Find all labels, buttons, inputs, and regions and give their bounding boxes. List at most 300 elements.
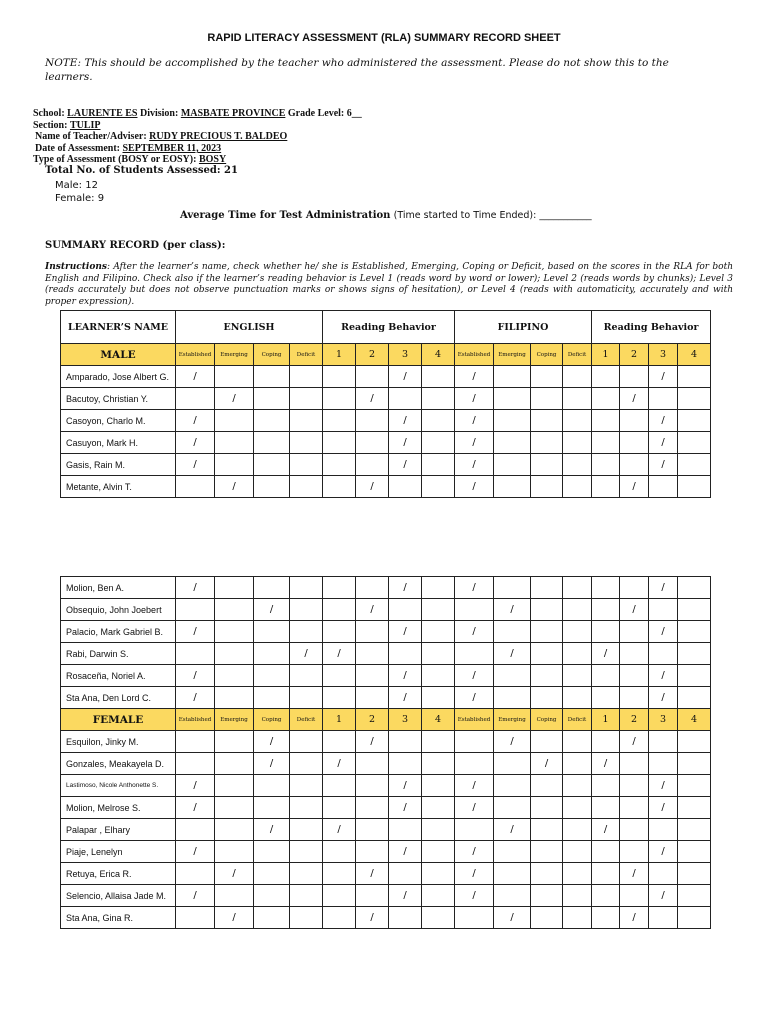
english-rb-check-mark: / xyxy=(389,775,422,797)
english-rb-cell xyxy=(356,819,389,841)
male-section-label: MALE xyxy=(61,344,176,366)
date-value: SEPTEMBER 11, 2023 xyxy=(122,143,222,154)
filipino-cell xyxy=(455,753,494,775)
english-col-header: Coping xyxy=(254,709,290,731)
english-cell xyxy=(254,577,290,599)
english-rb-cell xyxy=(323,731,356,753)
filipino-rb-cell xyxy=(620,797,649,819)
filipino-check-mark: / xyxy=(494,819,531,841)
english-reading-behavior-header: Reading Behavior xyxy=(323,311,455,344)
english-check-mark: / xyxy=(254,731,290,753)
filipino-rb-cell xyxy=(620,410,649,432)
teacher-label: Name of Teacher/Adviser: xyxy=(35,131,147,142)
filipino-rb-cell xyxy=(678,432,711,454)
filipino-cell xyxy=(494,410,531,432)
english-rb-cell xyxy=(323,577,356,599)
filipino-cell xyxy=(531,687,563,709)
grade-label: Grade Level: xyxy=(287,108,345,119)
table-row xyxy=(61,665,711,687)
english-rb-cell xyxy=(323,621,356,643)
filipino-cell xyxy=(494,577,531,599)
filipino-rb-cell xyxy=(620,665,649,687)
english-cell xyxy=(290,388,323,410)
english-cell xyxy=(254,388,290,410)
english-cell xyxy=(254,841,290,863)
filipino-cell xyxy=(531,863,563,885)
filipino-cell xyxy=(494,841,531,863)
filipino-check-mark: / xyxy=(455,775,494,797)
filipino-rb-cell xyxy=(592,665,620,687)
filipino-rb-cell xyxy=(620,577,649,599)
filipino-reading-behavior-header: Reading Behavior xyxy=(592,311,711,344)
teacher-note: NOTE: This should be accomplished by the teacher who administered the assessment. Please do not show this to the learners. xyxy=(45,57,669,83)
english-col-header: Emerging xyxy=(215,344,254,366)
filipino-rb-check-mark: / xyxy=(649,687,678,709)
learner-name: Gasis, Rain M. xyxy=(61,454,176,476)
teacher-value: RUDY PRECIOUS T. BALDEO xyxy=(149,131,288,142)
english-rb-col-header: 1 xyxy=(323,344,356,366)
english-cell xyxy=(254,643,290,665)
table-row xyxy=(61,432,711,454)
filipino-rb-check-mark: / xyxy=(649,577,678,599)
filipino-cell xyxy=(563,797,592,819)
filipino-col-header: Established xyxy=(455,344,494,366)
english-cell xyxy=(215,665,254,687)
filipino-cell xyxy=(563,885,592,907)
english-cell xyxy=(254,665,290,687)
english-rb-cell xyxy=(422,863,455,885)
learner-name: Selencio, Allaisa Jade M. xyxy=(61,885,176,907)
english-cell xyxy=(176,907,215,929)
filipino-rb-cell xyxy=(620,687,649,709)
english-rb-col-header: 3 xyxy=(389,709,422,731)
filipino-rb-col-header: 2 xyxy=(620,709,649,731)
english-rb-check-mark: / xyxy=(356,907,389,929)
english-cell xyxy=(254,863,290,885)
table-row xyxy=(61,388,711,410)
filipino-check-mark: / xyxy=(455,577,494,599)
filipino-cell xyxy=(563,366,592,388)
learner-name: Sta Ana, Gina R. xyxy=(61,907,176,929)
filipino-col-header: Deficit xyxy=(563,709,592,731)
english-rb-cell xyxy=(422,410,455,432)
english-cell xyxy=(254,907,290,929)
english-rb-cell xyxy=(323,366,356,388)
filipino-rb-col-header: 4 xyxy=(678,344,711,366)
english-rb-check-mark: / xyxy=(356,599,389,621)
english-rb-cell xyxy=(323,410,356,432)
filipino-rb-cell xyxy=(649,643,678,665)
section-label: Section: xyxy=(33,120,68,131)
english-rb-cell xyxy=(323,797,356,819)
english-rb-cell xyxy=(422,907,455,929)
english-check-mark: / xyxy=(290,643,323,665)
table-row xyxy=(61,819,711,841)
filipino-rb-col-header: 1 xyxy=(592,344,620,366)
english-cell xyxy=(215,643,254,665)
filipino-col-header: Established xyxy=(455,709,494,731)
filipino-check-mark: / xyxy=(494,907,531,929)
english-col-header: Established xyxy=(176,344,215,366)
learner-name: Molion, Melrose S. xyxy=(61,797,176,819)
type-label: Type of Assessment (BOSY or EOSY): xyxy=(33,154,197,165)
grade-value: 6__ xyxy=(346,108,362,119)
english-check-mark: / xyxy=(176,577,215,599)
english-rb-check-mark: / xyxy=(389,410,422,432)
table-row xyxy=(61,643,711,665)
english-rb-cell xyxy=(356,885,389,907)
english-rb-check-mark: / xyxy=(356,388,389,410)
english-rb-check-mark: / xyxy=(356,476,389,498)
filipino-rb-cell xyxy=(592,388,620,410)
filipino-cell xyxy=(455,731,494,753)
filipino-cell xyxy=(563,621,592,643)
filipino-check-mark: / xyxy=(455,665,494,687)
english-rb-cell xyxy=(356,577,389,599)
filipino-rb-cell xyxy=(649,388,678,410)
filipino-rb-check-mark: / xyxy=(620,863,649,885)
filipino-rb-cell xyxy=(592,841,620,863)
english-rb-cell xyxy=(389,731,422,753)
filipino-rb-cell xyxy=(620,454,649,476)
table-header-row xyxy=(61,311,711,344)
filipino-cell xyxy=(563,599,592,621)
filipino-rb-cell xyxy=(592,476,620,498)
filipino-rb-check-mark: / xyxy=(649,841,678,863)
filipino-cell xyxy=(531,643,563,665)
table-row xyxy=(61,841,711,863)
english-rb-check-mark: / xyxy=(389,621,422,643)
filipino-rb-check-mark: / xyxy=(620,599,649,621)
filipino-rb-check-mark: / xyxy=(592,819,620,841)
english-rb-cell xyxy=(323,476,356,498)
male-count: Male: 12 xyxy=(55,180,98,191)
filipino-col-header: Emerging xyxy=(494,344,531,366)
english-rb-cell xyxy=(323,841,356,863)
english-cell xyxy=(290,454,323,476)
learner-name: Sta Ana, Den Lord C. xyxy=(61,687,176,709)
filipino-rb-check-mark: / xyxy=(649,366,678,388)
english-rb-cell xyxy=(422,687,455,709)
filipino-rb-cell xyxy=(592,885,620,907)
filipino-cell xyxy=(494,665,531,687)
english-header: ENGLISH xyxy=(176,311,323,344)
english-cell xyxy=(290,577,323,599)
female-subheader-row xyxy=(61,709,711,731)
english-check-mark: / xyxy=(176,885,215,907)
filipino-check-mark: / xyxy=(455,454,494,476)
filipino-check-mark: / xyxy=(455,841,494,863)
filipino-cell xyxy=(563,410,592,432)
filipino-rb-cell xyxy=(678,621,711,643)
english-rb-cell xyxy=(323,599,356,621)
english-cell xyxy=(290,819,323,841)
english-rb-cell xyxy=(422,665,455,687)
english-col-header: Deficit xyxy=(290,709,323,731)
female-section-label: FEMALE xyxy=(61,709,176,731)
english-check-mark: / xyxy=(215,476,254,498)
learner-name: Lastimoso, Nicole Anthonette S. xyxy=(61,775,176,797)
filipino-rb-cell xyxy=(678,388,711,410)
english-rb-col-header: 4 xyxy=(422,709,455,731)
english-cell xyxy=(254,476,290,498)
filipino-cell xyxy=(531,577,563,599)
filipino-cell xyxy=(531,731,563,753)
filipino-rb-cell xyxy=(620,753,649,775)
english-cell xyxy=(176,388,215,410)
filipino-check-mark: / xyxy=(494,599,531,621)
filipino-rb-cell xyxy=(649,819,678,841)
english-check-mark: / xyxy=(215,863,254,885)
filipino-cell xyxy=(455,907,494,929)
filipino-cell xyxy=(531,432,563,454)
filipino-cell xyxy=(531,388,563,410)
page-title: RAPID LITERACY ASSESSMENT (RLA) SUMMARY RECORD SHEET xyxy=(207,32,561,44)
english-cell xyxy=(215,687,254,709)
learner-name: Rabi, Darwin S. xyxy=(61,643,176,665)
english-cell xyxy=(215,753,254,775)
school-label: School: xyxy=(33,108,65,119)
english-cell xyxy=(290,410,323,432)
english-rb-cell xyxy=(356,621,389,643)
english-col-header: Established xyxy=(176,709,215,731)
english-cell xyxy=(290,476,323,498)
filipino-rb-check-mark: / xyxy=(649,885,678,907)
type-value: BOSY xyxy=(198,154,227,165)
english-rb-cell xyxy=(422,432,455,454)
english-rb-cell xyxy=(356,454,389,476)
filipino-rb-cell xyxy=(592,775,620,797)
table-row xyxy=(61,775,711,797)
filipino-cell xyxy=(563,476,592,498)
learner-name: Piaje, Lenelyn xyxy=(61,841,176,863)
filipino-cell xyxy=(494,366,531,388)
filipino-cell xyxy=(531,841,563,863)
english-rb-cell xyxy=(422,885,455,907)
english-rb-check-mark: / xyxy=(389,577,422,599)
learner-name: Palacio, Mark Gabriel B. xyxy=(61,621,176,643)
english-check-mark: / xyxy=(254,753,290,775)
english-check-mark: / xyxy=(176,841,215,863)
english-rb-check-mark: / xyxy=(323,819,356,841)
date-label: Date of Assessment: xyxy=(35,143,120,154)
summary-heading: SUMMARY RECORD (per class): xyxy=(45,240,226,251)
filipino-cell xyxy=(531,599,563,621)
table-row xyxy=(61,577,711,599)
learner-name: Rosaceña, Noriel A. xyxy=(61,665,176,687)
english-col-header: Deficit xyxy=(290,344,323,366)
average-time-field: (Time started to Time Ended): ___________ xyxy=(393,210,592,221)
english-rb-cell xyxy=(389,388,422,410)
english-rb-col-header: 3 xyxy=(389,344,422,366)
filipino-rb-col-header: 2 xyxy=(620,344,649,366)
filipino-rb-cell xyxy=(592,621,620,643)
filipino-col-header: Emerging xyxy=(494,709,531,731)
english-rb-cell xyxy=(356,366,389,388)
filipino-cell xyxy=(494,388,531,410)
filipino-cell xyxy=(563,753,592,775)
english-cell xyxy=(215,621,254,643)
english-rb-cell xyxy=(356,797,389,819)
filipino-rb-cell xyxy=(592,454,620,476)
filipino-rb-check-mark: / xyxy=(620,476,649,498)
filipino-cell xyxy=(563,643,592,665)
filipino-rb-cell xyxy=(592,432,620,454)
english-cell xyxy=(215,841,254,863)
average-time-line xyxy=(180,210,592,221)
filipino-check-mark: / xyxy=(455,388,494,410)
section-value: TULIP xyxy=(69,120,101,131)
english-rb-cell xyxy=(356,687,389,709)
filipino-col-header: Deficit xyxy=(563,344,592,366)
english-rb-cell xyxy=(356,775,389,797)
filipino-header: FILIPINO xyxy=(455,311,592,344)
filipino-rb-check-mark: / xyxy=(592,643,620,665)
english-cell xyxy=(215,731,254,753)
english-check-mark: / xyxy=(176,621,215,643)
filipino-rb-check-mark: / xyxy=(649,665,678,687)
english-rb-col-header: 1 xyxy=(323,709,356,731)
filipino-rb-check-mark: / xyxy=(649,797,678,819)
learner-name: Bacutoy, Christian Y. xyxy=(61,388,176,410)
total-students: Total No. of Students Assessed: 21 xyxy=(45,165,238,176)
filipino-rb-cell xyxy=(620,841,649,863)
english-cell xyxy=(215,775,254,797)
filipino-check-mark: / xyxy=(455,366,494,388)
english-check-mark: / xyxy=(176,775,215,797)
english-rb-cell xyxy=(389,753,422,775)
english-rb-cell xyxy=(422,841,455,863)
filipino-rb-cell xyxy=(620,432,649,454)
table-row xyxy=(61,687,711,709)
filipino-check-mark: / xyxy=(455,621,494,643)
teacher-info-line xyxy=(35,131,287,142)
male-subheader-row xyxy=(61,344,711,366)
filipino-rb-cell xyxy=(592,599,620,621)
filipino-cell xyxy=(531,410,563,432)
english-cell xyxy=(290,863,323,885)
english-cell xyxy=(176,753,215,775)
english-rb-col-header: 2 xyxy=(356,344,389,366)
english-rb-check-mark: / xyxy=(356,731,389,753)
filipino-rb-check-mark: / xyxy=(620,388,649,410)
english-cell xyxy=(215,797,254,819)
english-col-header: Emerging xyxy=(215,709,254,731)
filipino-cell xyxy=(563,454,592,476)
english-cell xyxy=(254,366,290,388)
instructions-label: Instructions xyxy=(45,262,107,272)
table-row xyxy=(61,599,711,621)
table-row xyxy=(61,907,711,929)
english-rb-cell xyxy=(323,454,356,476)
english-rb-cell xyxy=(323,432,356,454)
learner-name: Palapar , Elhary xyxy=(61,819,176,841)
filipino-rb-cell xyxy=(649,599,678,621)
filipino-cell xyxy=(563,863,592,885)
table-row xyxy=(61,753,711,775)
english-rb-cell xyxy=(356,665,389,687)
filipino-rb-check-mark: / xyxy=(620,907,649,929)
english-cell xyxy=(254,797,290,819)
filipino-check-mark: / xyxy=(455,797,494,819)
school-value: LAURENTE ES xyxy=(67,108,138,119)
english-cell xyxy=(176,819,215,841)
english-rb-cell xyxy=(356,643,389,665)
female-count: Female: 9 xyxy=(55,193,105,204)
english-rb-cell xyxy=(422,819,455,841)
learner-name: Gonzales, Meakayela D. xyxy=(61,753,176,775)
filipino-rb-cell xyxy=(678,687,711,709)
english-rb-cell xyxy=(422,366,455,388)
filipino-check-mark: / xyxy=(455,476,494,498)
filipino-rb-cell xyxy=(649,863,678,885)
english-check-mark: / xyxy=(176,366,215,388)
english-rb-cell xyxy=(422,797,455,819)
english-cell xyxy=(215,410,254,432)
average-time-label: Average Time for Test Administration xyxy=(180,210,391,221)
filipino-rb-cell xyxy=(678,797,711,819)
english-rb-cell xyxy=(356,432,389,454)
english-rb-cell xyxy=(422,731,455,753)
filipino-check-mark: / xyxy=(455,687,494,709)
filipino-cell xyxy=(563,577,592,599)
filipino-cell xyxy=(563,665,592,687)
english-rb-cell xyxy=(422,454,455,476)
learner-name: Retuya, Erica R. xyxy=(61,863,176,885)
english-rb-check-mark: / xyxy=(389,885,422,907)
filipino-cell xyxy=(531,775,563,797)
english-rb-check-mark: / xyxy=(323,643,356,665)
english-check-mark: / xyxy=(176,454,215,476)
english-rb-check-mark: / xyxy=(389,432,422,454)
filipino-rb-col-header: 1 xyxy=(592,709,620,731)
english-cell xyxy=(290,731,323,753)
filipino-check-mark: / xyxy=(455,432,494,454)
filipino-cell xyxy=(531,665,563,687)
filipino-col-header: Coping xyxy=(531,709,563,731)
english-cell xyxy=(176,731,215,753)
english-check-mark: / xyxy=(176,665,215,687)
english-check-mark: / xyxy=(176,432,215,454)
english-rb-cell xyxy=(389,907,422,929)
english-check-mark: / xyxy=(254,599,290,621)
filipino-cell xyxy=(494,863,531,885)
english-rb-cell xyxy=(323,775,356,797)
filipino-rb-cell xyxy=(678,731,711,753)
learner-name: Esquilon, Jinky M. xyxy=(61,731,176,753)
instructions-text: : After the learner’s name, check whether he/ she is Established, Emerging, Coping or Deficit, based on the scores in the RLA for both English and Filipino. Check also if the learner’s reading behavior is Level 1 (reads word by word or lower); Level 2 (reads words by chunks); Level 3 (reads accurately but does not observe punctuation marks or shows signs of hesitation), or Level 4 (reads with automaticity, accurately and with proper expression). xyxy=(45,262,733,308)
english-rb-cell xyxy=(389,599,422,621)
filipino-rb-cell xyxy=(678,885,711,907)
english-rb-cell xyxy=(389,863,422,885)
table-row xyxy=(61,476,711,498)
filipino-cell xyxy=(494,753,531,775)
filipino-rb-cell xyxy=(620,885,649,907)
filipino-rb-check-mark: / xyxy=(649,621,678,643)
filipino-cell xyxy=(531,885,563,907)
english-cell xyxy=(215,577,254,599)
filipino-cell xyxy=(455,819,494,841)
filipino-rb-cell xyxy=(678,907,711,929)
english-rb-cell xyxy=(389,643,422,665)
filipino-cell xyxy=(494,775,531,797)
section-info-line xyxy=(33,120,101,131)
filipino-col-header: Coping xyxy=(531,344,563,366)
english-cell xyxy=(290,885,323,907)
filipino-cell xyxy=(494,432,531,454)
english-cell xyxy=(176,863,215,885)
english-cell xyxy=(254,687,290,709)
